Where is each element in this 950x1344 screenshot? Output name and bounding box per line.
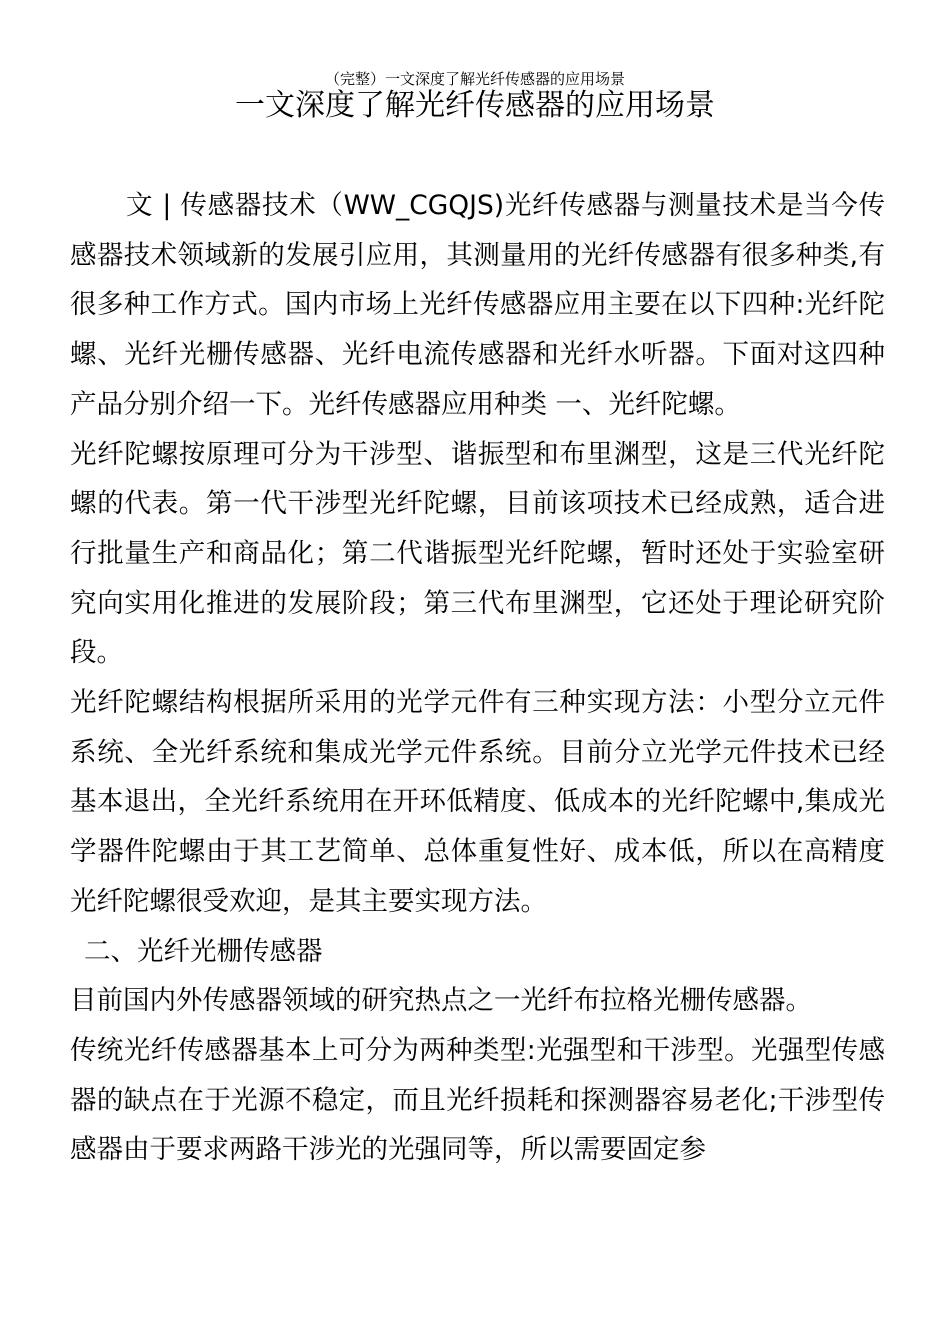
grating-types-paragraph: 传统光纤传感器基本上可分为两种类型:光强型和干涉型。光强型传感器的缺点在于光源不稳定，而且光纤损耗和探测器容易老化;干涉型传感器由于要求两路干涉光的光强同等，所以需要固定参 <box>70 1034 885 1166</box>
running-header: （完整）一文深度了解光纤传感器的应用场景 <box>324 70 625 88</box>
grating-hotspot-paragraph: 目前国内外传感器领域的研究热点之一光纤布拉格光栅传感器。 <box>70 985 812 1017</box>
gyro-types-paragraph: 光纤陀螺按原理可分为干涉型、谐振型和布里渊型，这是三代光纤陀螺的代表。第一代干涉型光纤陀螺，目前该项技术已经成熟，适合进行批量生产和商品化；第二代谐振型光纤陀螺，暂时还处于实验室研究向实用化推进的发展阶段；第三代布里渊型，它还处于理论研究阶段。 <box>70 438 885 669</box>
gyro-structure-paragraph: 光纤陀螺结构根据所采用的光学元件有三种实现方法：小型分立元件系统、全光纤系统和集成光学元件系统。目前分立光学元件技术已经基本退出，全光纤系统用在开环低精度、低成本的光纤陀螺中,集成光学器件陀螺由于其工艺简单、总体重复性好、成本低，所以在高精度光纤陀螺很受欢迎，是其主要实现方法。 <box>70 687 885 917</box>
intro-paragraph: 文 | 传感器技术（WW_CGQJS)光纤传感器与测量技术是当今传感器技术领域新的发展引应用，其测量用的光纤传感器有很多种类,有很多种工作方式。国内市场上光纤传感器应用主要在以下四种:光纤陀螺、光纤光栅传感器、光纤电流传感器和光纤水听器。下面对这四种产品分别介绍一下。光纤传感器应用种类 一、光纤陀螺。 <box>70 190 885 420</box>
document-body <box>70 181 885 1175</box>
section-heading-grating: 二、光纤光栅传感器 <box>84 935 323 967</box>
document-title: 一文深度了解光纤传感器的应用场景 <box>235 88 715 123</box>
